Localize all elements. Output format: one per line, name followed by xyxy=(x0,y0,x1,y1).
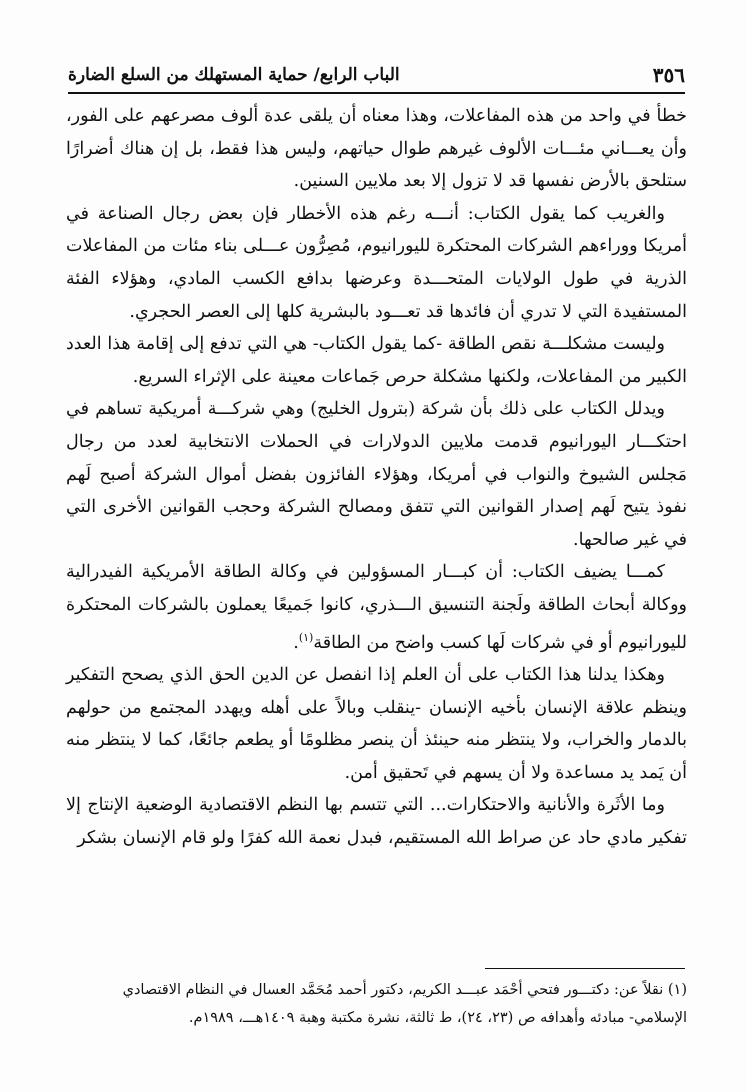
paragraph-5-text: كمـــا يضيف الكتاب: أن كبـــار المسؤولين في وكالة الطاقة الأمريكية الفيدرالية ووكالة أبحاث الطاقة ولَجنة التنسيق الـــذري، كانوا جَميعًا يعملون بالشركات المحتكرة لليورانيوم أو في شركات لَها كسب واضح من الطاقة xyxy=(66,562,687,653)
paragraph-1: خطأ في واحد من هذه المفاعلات، وهذا معناه أن يلقى عدة ألوف مصرعهم على الفور، وأن يعـــاني مئـــات الألوف غيرهم طوال حياتهم، وليس هذا فقط، بل إن هناك أضرارًا ستلحق بالأرض نفسها قد لا تزول إلا بعد ملايين السنين. xyxy=(66,106,687,192)
paragraph-5 xyxy=(66,556,687,659)
footnote-line-1: (١) نقلاً عن: دكتـــور فتحي أحْمَد عبـــد الكريم، دكتور أحمد مُحَمَّد العسال في النظام الاقتصادي xyxy=(122,982,687,998)
footnote-reference: (١) xyxy=(298,630,314,644)
footnote xyxy=(66,976,687,1032)
paragraph-6: وهكذا يدلنا هذا الكتاب على أن العلم إذا انفصل عن الدين الحق الذي يصحح التفكير وينظم علاقة الإنسان بأخيه الإنسان -ينقلب وبالاً على أهله ويهدد المجتمع من حولهم بالدمار والخراب، ولا ينتظر منه حينئذ أن ينصر مظلومًا أو يطعم جائعًا، كما لا ينتظر منه أن يَمد يد مساعدة ولا أن يسهم في تَحقيق أمن. xyxy=(66,664,687,783)
running-title: الباب الرابع/ حماية المستهلك من السلع الضارة xyxy=(68,65,400,85)
paragraph-7: وما الأثَرة والأنانية والاحتكارات... التي تتسم بها النظم الاقتصادية الوضعية الإنتاج إلا تفكير مادي حاد عن صراط الله المستقيم، فبدل نعمة الله كفرًا ولو قام الإنسان بشكر xyxy=(66,795,687,848)
paragraph-2: والغريب كما يقول الكتاب: أنـــه رغم هذه الأخطار فإن بعض رجال الصناعة في أمريكا ووراءهم الشركات المحتكرة لليورانيوم، مُصِرُّون عـــلى بناء مئات من المفاعلات الذرية في طول الولايات المتحـــدة وعرضها بدافع الكسب المادي، وهؤلاء الفئة المستفيدة التي لا تدري أن فائدها قد تعـــود بالبشرية كلها إلى العصر الحجري. xyxy=(66,203,687,322)
paragraph-4: ويدلل الكتاب على ذلك بأن شركة (بترول الخليج) وهي شركـــة أمريكية تساهم في احتكـــار اليورانيوم قدمت ملايين الدولارات في الحملات الانتخابية لعدد من رجال مَجلس الشيوخ والنواب في أمريكا، وهؤلاء الفائزون بفضل أموال الشركة أصبح لَهم نفوذ يتيح لَهم إصدار القوانين التي تتفق ومصالح الشركة وحجب القوانين الأخرى التي في غير صالحها. xyxy=(66,399,687,550)
main-text xyxy=(66,100,687,854)
page-number: ٣٥٦ xyxy=(652,63,685,87)
footnote-separator xyxy=(485,968,685,969)
paragraph-5-end: . xyxy=(293,632,299,653)
footnote-line-2: الإسلامي- مبادئه وأهدافه ص (٢٣، ٢٤)، ط ثالثة، نشرة مكتبة وهبة ١٤٠٩هـــ، ١٩٨٩م. xyxy=(188,1010,687,1026)
paragraph-3: وليست مشكلـــة نقص الطاقة -كما يقول الكتاب- هي التي تدفع إلى إقامة هذا العدد الكبير من المفاعلات، ولكنها مشكلة حرص جَماعات معينة على الإثراء السريع. xyxy=(66,334,687,387)
running-header xyxy=(68,58,685,94)
